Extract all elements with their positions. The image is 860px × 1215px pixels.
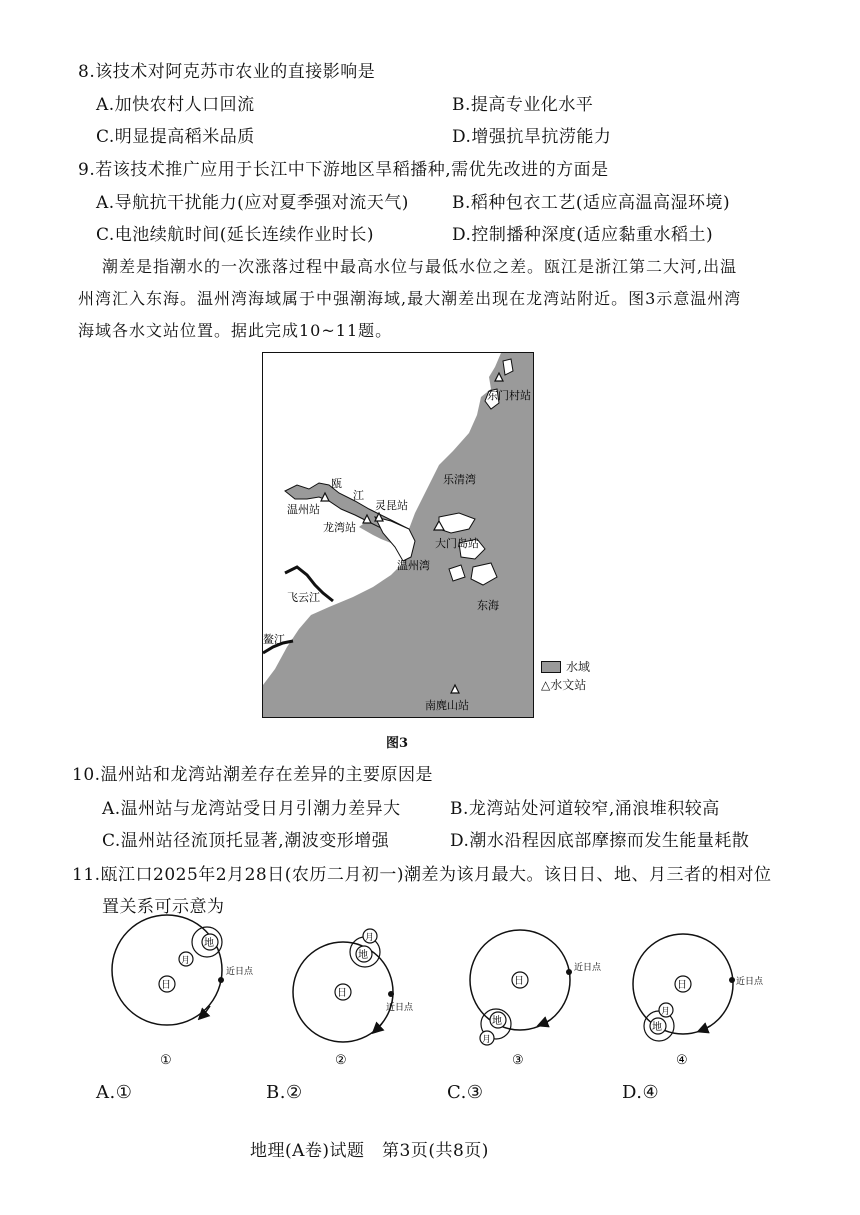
label-ao: 鳌江 [263, 633, 285, 646]
earth-label: 地 [204, 938, 214, 949]
earth-label: 地 [652, 1022, 662, 1033]
passage-line-3: 海域各水文站位置。据此完成10~11题。 [78, 321, 393, 340]
label-donghai: 东海 [477, 599, 499, 612]
label-yueqing: 乐清湾 [443, 473, 476, 486]
q11-option-c: C.③ [447, 1082, 484, 1103]
label-ou: 瓯 [331, 477, 342, 490]
q11-option-b: B.② [266, 1082, 303, 1103]
orbit-diagrams [80, 914, 800, 1074]
label-lingkun: 灵昆站 [375, 499, 408, 512]
orbit-diagram-2 [293, 929, 414, 1068]
wenzhou-bay-map [263, 353, 533, 717]
q9-option-a: A.导航抗干扰能力(应对夏季强对流天气) [96, 193, 409, 213]
sun-label: 日 [677, 980, 687, 991]
q11-stem-line-1: 11.瓯江口2025年2月28日(农历二月初一)潮差为该月最大。该日日、地、月三者的相对位 [72, 865, 772, 885]
perihelion-label: 近日点 [574, 963, 602, 973]
q10-option-b: B.龙湾站处河道较窄,涌浪堆积较高 [450, 799, 720, 819]
earth-label: 地 [358, 950, 368, 961]
label-dongmen: 东门村站 [487, 389, 531, 402]
q9-option-b: B.稻种包衣工艺(适应高温高湿环境) [452, 193, 731, 213]
q11-stem-line-2: 置关系可示意为 [102, 897, 225, 917]
q9-option-d: D.控制播种深度(适应黏重水稻土) [452, 225, 714, 245]
passage-line-2: 州湾汇入东海。温州湾海域属于中强潮海域,最大潮差出现在龙湾站附近。图3示意温州湾 [78, 289, 742, 308]
perihelion-label: 近日点 [736, 977, 764, 987]
label-jiang: 江 [353, 489, 364, 502]
label-feiyun: 飞云江 [287, 591, 320, 604]
moon-label: 月 [482, 1035, 492, 1045]
perihelion-dot [729, 977, 735, 983]
diagram-number-1: ① [160, 1053, 172, 1068]
q10-option-c: C.温州站径流顶托显著,潮波变形增强 [102, 831, 390, 851]
label-damen: 大门岛站 [435, 537, 479, 550]
orbit-diagram-4 [633, 934, 764, 1068]
diagram-number-2: ② [335, 1053, 347, 1068]
moon-label: 月 [365, 933, 375, 943]
perihelion-dot [566, 969, 572, 975]
moon-label: 月 [661, 1007, 671, 1017]
label-nanji: 南麂山站 [425, 699, 469, 712]
q11-option-a: A.① [96, 1082, 133, 1103]
orbit-diagram-1 [112, 915, 254, 1068]
sun-label: 日 [514, 976, 524, 987]
q8-option-b: B.提高专业化水平 [452, 95, 594, 115]
page-footer: 地理(A卷)试题 第3页(共8页) [250, 1141, 489, 1161]
passage-line-1: 潮差是指潮水的一次涨落过程中最高水位与最低水位之差。瓯江是浙江第二大河,出温 [102, 257, 738, 276]
diagram-number-4: ④ [676, 1053, 688, 1068]
legend-water-swatch [541, 661, 561, 673]
q10-stem: 10.温州站和龙湾站潮差存在差异的主要原因是 [72, 765, 434, 785]
sun-label: 日 [161, 980, 171, 991]
label-wenzhou-station: 温州站 [287, 503, 320, 516]
q9-stem: 9.若该技术推广应用于长江中下游地区旱稻播种,需优先改进的方面是 [78, 160, 609, 180]
q8-option-a: A.加快农村人口回流 [96, 95, 255, 115]
q8-option-d: D.增强抗旱抗涝能力 [452, 127, 612, 147]
q10-option-a: A.温州站与龙湾站受日月引潮力差异大 [102, 799, 401, 819]
perihelion-label: 近日点 [386, 1003, 414, 1013]
figure-caption: 图3 [386, 736, 409, 751]
label-longwan: 龙湾站 [323, 521, 356, 534]
q11-option-d: D.④ [622, 1082, 660, 1103]
legend-water-label: 水域 [566, 660, 591, 674]
q10-option-d: D.潮水沿程因底部摩擦而发生能量耗散 [450, 831, 750, 851]
perihelion-dot [218, 977, 224, 983]
q9-option-c: C.电池续航时间(延长连续作业时长) [96, 225, 375, 245]
map-figure [262, 352, 534, 718]
q8-stem: 8.该技术对阿克苏市农业的直接影响是 [78, 62, 376, 82]
moon-label: 月 [181, 956, 191, 966]
label-wenzhou-bay: 温州湾 [397, 559, 430, 572]
legend-station-label: △水文站 [541, 678, 587, 692]
perihelion-label: 近日点 [226, 967, 254, 977]
q8-option-c: C.明显提高稻米品质 [96, 127, 255, 147]
earth-label: 地 [492, 1016, 502, 1027]
perihelion-dot [388, 991, 394, 997]
orbit-diagram-3 [470, 930, 602, 1068]
sun-label: 日 [337, 988, 347, 999]
diagram-number-3: ③ [512, 1053, 524, 1068]
